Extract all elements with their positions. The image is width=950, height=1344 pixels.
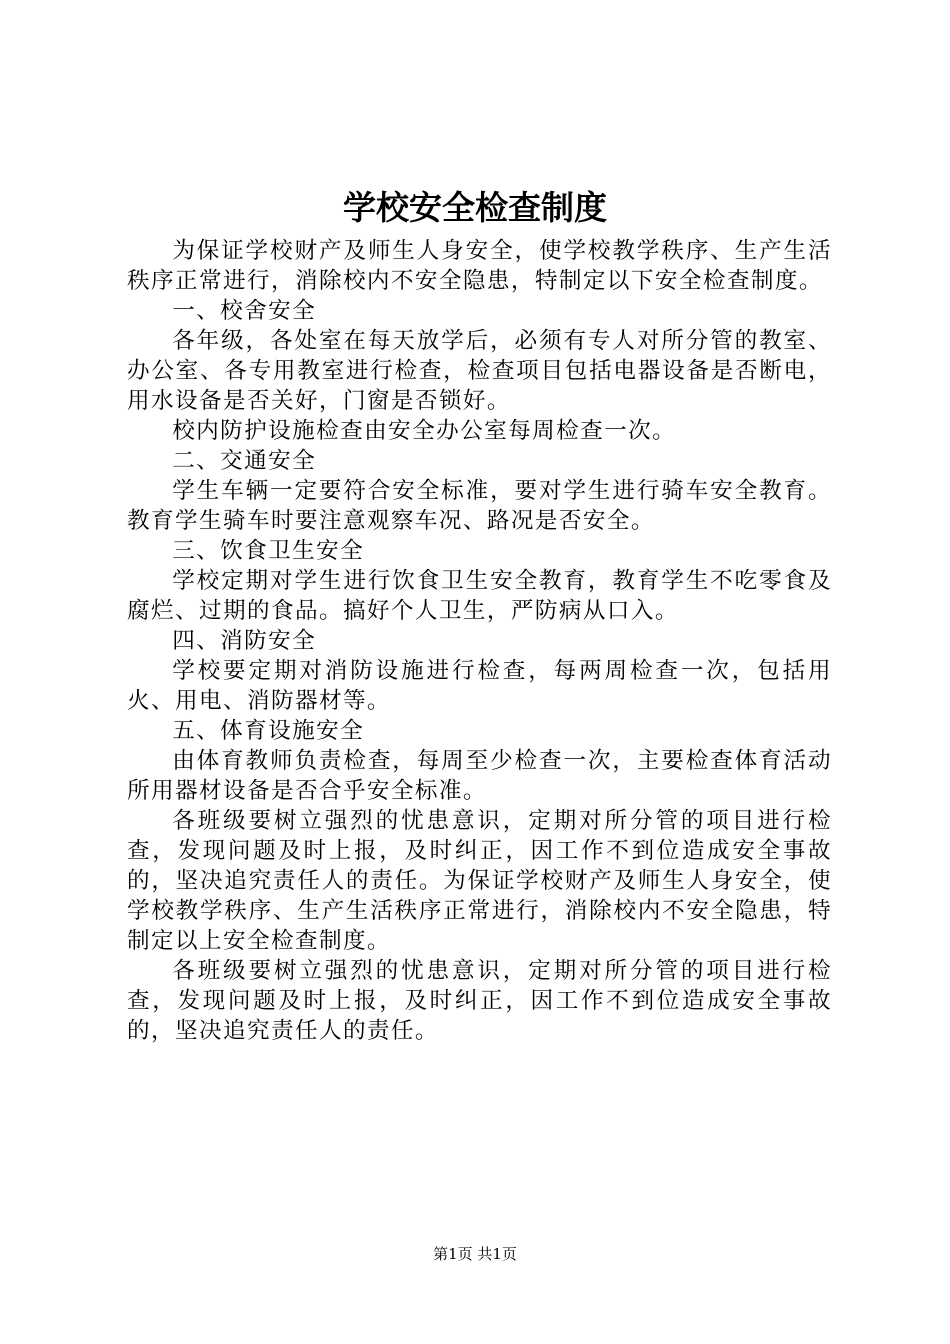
document-title: 学校安全检查制度 [343,188,607,227]
section-heading-traffic: 二、交通安全 [172,448,317,474]
paragraph: 各年级，各处室在每天放学后，必须有专人对所分管的教室、办公室、各专用教室进行检查，检查项目包括电器设备是否断电，用水设备是否关好，门窗是否锁好。 [127,328,832,414]
page-number: 第1页 [433,1245,473,1263]
paragraph: 校内防护设施检查由安全办公室每周检查一次。 [172,418,677,444]
paragraph: 各班级要树立强烈的忧患意识，定期对所分管的项目进行检查，发现问题及时上报，及时纠正，因工作不到位造成安全事故的，坚决追究责任人的责任。为保证学校财产及师生人身安全，使学校教学秩序、生产生活秩序正常进行，消除校内不安全隐患，特制定以上安全检查制度。 [127,808,832,954]
paragraph: 学生车辆一定要符合安全标准，要对学生进行骑车安全教育。教育学生骑车时要注意观察车况、路况是否安全。 [127,478,832,534]
paragraph: 各班级要树立强烈的忧患意识，定期对所分管的项目进行检查，发现问题及时上报，及时纠正，因工作不到位造成安全事故的，坚决追究责任人的责任。 [127,958,832,1044]
section-heading-fire: 四、消防安全 [172,628,317,654]
section-heading-sports: 五、体育设施安全 [172,718,365,744]
page-total: 共1页 [477,1245,517,1263]
paragraph: 学校要定期对消防设施进行检查，每两周检查一次，包括用火、用电、消防器材等。 [127,658,832,714]
paragraph: 学校定期对学生进行饮食卫生安全教育，教育学生不吃零食及腐烂、过期的食品。搞好个人卫生，严防病从口入。 [127,568,832,624]
section-heading-campus: 一、校舍安全 [172,298,317,324]
intro-paragraph: 为保证学校财产及师生人身安全，使学校教学秩序、生产生活秩序正常进行，消除校内不安全隐患，特制定以下安全检查制度。 [127,238,832,294]
page-footer [0,1244,950,1264]
document-body [127,236,832,1046]
paragraph: 由体育教师负责检查，每周至少检查一次，主要检查体育活动所用器材设备是否合乎安全标准。 [127,748,832,804]
section-heading-food: 三、饮食卫生安全 [172,538,365,564]
